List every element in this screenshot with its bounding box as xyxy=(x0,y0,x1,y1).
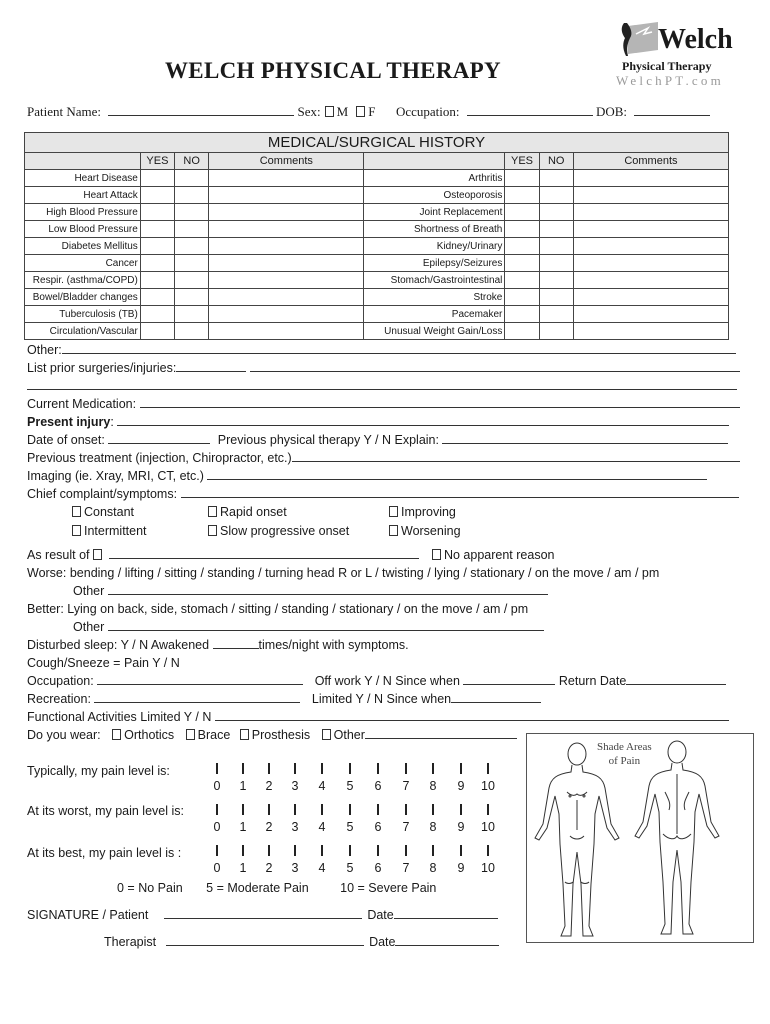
off-work-since-field[interactable] xyxy=(463,674,555,685)
condition-right: Unusual Weight Gain/Loss xyxy=(364,323,505,340)
dob-label: DOB: xyxy=(595,104,628,119)
patient-date-label: Date xyxy=(367,908,394,922)
col-comments-right: Comments xyxy=(573,153,728,170)
brace-label: Brace xyxy=(197,728,231,742)
limited-since-field[interactable] xyxy=(451,692,541,703)
return-date-label: Return Date xyxy=(558,674,627,688)
chief-complaint-label: Chief complaint/symptoms: xyxy=(27,487,178,501)
date-of-onset-field[interactable] xyxy=(108,433,210,444)
comments-left-cell[interactable] xyxy=(209,323,364,340)
therapist-signature-line xyxy=(104,935,499,949)
sex-label: Sex: xyxy=(297,104,321,119)
slow-onset-label: Slow progressive onset xyxy=(220,524,350,538)
comments-right-cell[interactable] xyxy=(573,306,728,323)
logo-name: Welch xyxy=(658,24,733,55)
imaging-field[interactable] xyxy=(207,469,707,480)
pain-legend xyxy=(117,881,436,895)
therapist-date-field[interactable] xyxy=(395,935,499,946)
slow-onset-option[interactable] xyxy=(208,524,349,538)
orthotics-label: Orthotics xyxy=(124,728,175,742)
no-left-cell[interactable] xyxy=(175,272,209,289)
pain-number: 2 xyxy=(265,779,273,793)
intermittent-checkbox[interactable] xyxy=(72,525,81,536)
pain-tick[interactable] xyxy=(475,804,501,815)
yes-left-cell[interactable] xyxy=(140,187,174,204)
pain-number: 7 xyxy=(402,861,410,875)
current-medication-field[interactable] xyxy=(140,397,740,408)
pain-number: 9 xyxy=(457,779,465,793)
comments-left-cell[interactable] xyxy=(209,272,364,289)
comments-left-cell[interactable] xyxy=(209,221,364,238)
medical-history-table xyxy=(24,132,729,340)
as-result-field[interactable] xyxy=(109,548,419,559)
legend-moderate-pain: 5 = Moderate Pain xyxy=(206,881,309,895)
pain-number: 3 xyxy=(291,861,299,875)
functional-label: Functional Activities Limited Y / N xyxy=(27,710,212,724)
no-right-cell[interactable] xyxy=(539,306,573,323)
comments-left-cell[interactable] xyxy=(209,187,364,204)
no-apparent-reason-checkbox[interactable] xyxy=(432,549,441,560)
therapist-signature-field[interactable] xyxy=(166,935,364,946)
no-right-cell[interactable] xyxy=(539,255,573,272)
condition-right: Kidney/Urinary xyxy=(364,238,505,255)
pain-tick[interactable] xyxy=(448,763,474,774)
pain-number: 2 xyxy=(265,861,273,875)
pain-tick[interactable] xyxy=(448,845,474,856)
times-night-label: times/night with symptoms. xyxy=(258,638,409,652)
condition-left: Heart Attack xyxy=(25,187,141,204)
history-row xyxy=(25,187,729,204)
occupation-field[interactable] xyxy=(467,105,593,116)
pain-number: 3 xyxy=(291,779,299,793)
previous-pt-label: Previous physical therapy Y / N Explain: xyxy=(217,433,439,447)
sex-f-checkbox[interactable] xyxy=(356,106,365,117)
occupation-line xyxy=(27,674,726,688)
pain-number: 0 xyxy=(213,820,221,834)
therapist-date-label: Date xyxy=(369,935,396,949)
constant-label: Constant xyxy=(84,505,135,519)
yes-right-cell[interactable] xyxy=(505,306,539,323)
prior-surgeries-line xyxy=(27,361,740,375)
no-right-cell[interactable] xyxy=(539,238,573,255)
worsening-label: Worsening xyxy=(401,524,461,538)
worse-line: Worse: bending / lifting / sitting / standing / turning head R or L / twisting / lying / stationary / on the move / am / pm xyxy=(27,566,660,580)
present-injury-label: Present injury xyxy=(27,415,111,429)
intermittent-option[interactable] xyxy=(72,524,147,538)
history-row xyxy=(25,289,729,306)
yes-left-cell[interactable] xyxy=(140,289,174,306)
imaging-line xyxy=(27,469,707,483)
disturbed-sleep-line xyxy=(27,638,409,652)
pain-tick[interactable] xyxy=(337,763,363,774)
prior-surgeries-field-2[interactable] xyxy=(250,361,740,372)
no-right-cell[interactable] xyxy=(539,272,573,289)
history-title: MEDICAL/SURGICAL HISTORY xyxy=(25,133,729,153)
do-you-wear-line xyxy=(27,728,517,742)
off-work-label: Off work Y / N Since when xyxy=(314,674,460,688)
prosthesis-label: Prosthesis xyxy=(251,728,311,742)
condition-left: High Blood Pressure xyxy=(25,204,141,221)
pain-tick[interactable] xyxy=(420,845,446,856)
dob-field[interactable] xyxy=(634,105,710,116)
brace-checkbox[interactable] xyxy=(186,729,195,740)
orthotics-checkbox[interactable] xyxy=(112,729,121,740)
col-no-right: NO xyxy=(539,153,573,170)
yes-left-cell[interactable] xyxy=(140,170,174,187)
pain-number: 8 xyxy=(429,820,437,834)
yes-right-cell[interactable] xyxy=(505,323,539,340)
history-row xyxy=(25,238,729,255)
condition-left: Bowel/Bladder changes xyxy=(25,289,141,306)
improving-checkbox[interactable] xyxy=(389,506,398,517)
col-no-left: NO xyxy=(175,153,209,170)
no-right-cell[interactable] xyxy=(539,221,573,238)
comments-left-cell[interactable] xyxy=(209,204,364,221)
pain-tick[interactable] xyxy=(365,763,391,774)
condition-left: Respir. (asthma/COPD) xyxy=(25,272,141,289)
comments-left-cell[interactable] xyxy=(209,255,364,272)
return-date-field[interactable] xyxy=(626,674,726,685)
rapid-onset-checkbox[interactable] xyxy=(208,506,217,517)
pain-number: 7 xyxy=(402,820,410,834)
patient-signature-label: SIGNATURE / Patient xyxy=(27,908,149,922)
pain-tick[interactable] xyxy=(256,763,282,774)
no-left-cell[interactable] xyxy=(175,170,209,187)
legend-severe-pain: 10 = Severe Pain xyxy=(340,881,437,895)
yes-left-cell[interactable] xyxy=(140,255,174,272)
no-left-cell[interactable] xyxy=(175,187,209,204)
worse-other-label: Other xyxy=(73,584,105,598)
awakened-times-field[interactable] xyxy=(213,638,259,649)
pain-number: 6 xyxy=(374,820,382,834)
occupation-label: Occupation: xyxy=(395,104,460,119)
cough-line: Cough/Sneeze = Pain Y / N xyxy=(27,656,180,670)
patient-signature-field[interactable] xyxy=(164,908,362,919)
history-row xyxy=(25,323,729,340)
constant-checkbox[interactable] xyxy=(72,506,81,517)
no-left-cell[interactable] xyxy=(175,204,209,221)
chief-complaint-field[interactable] xyxy=(181,487,739,498)
comments-right-cell[interactable] xyxy=(573,272,728,289)
pain-tick[interactable] xyxy=(230,763,256,774)
pain-tick[interactable] xyxy=(393,845,419,856)
pain-number: 6 xyxy=(374,779,382,793)
sex-m-checkbox[interactable] xyxy=(325,106,334,117)
pain-tick[interactable] xyxy=(256,804,282,815)
previous-treatment-line xyxy=(27,451,740,465)
comments-right-cell[interactable] xyxy=(573,323,728,340)
pain-tick[interactable] xyxy=(365,845,391,856)
as-result-checkbox[interactable] xyxy=(93,549,102,560)
no-left-cell[interactable] xyxy=(175,289,209,306)
other-field[interactable] xyxy=(62,343,736,354)
pain-tick[interactable] xyxy=(393,763,419,774)
pain-number: 9 xyxy=(457,861,465,875)
comments-left-cell[interactable] xyxy=(209,170,364,187)
condition-left: Tuberculosis (TB) xyxy=(25,306,141,323)
previous-pt-explain-field[interactable] xyxy=(442,433,728,444)
sex-f-label: F xyxy=(368,104,376,119)
better-other-field[interactable] xyxy=(108,620,544,631)
condition-right: Joint Replacement xyxy=(364,204,505,221)
pain-number: 9 xyxy=(457,820,465,834)
pain-number: 1 xyxy=(239,861,247,875)
condition-left: Circulation/Vascular xyxy=(25,323,141,340)
pain-number: 6 xyxy=(374,861,382,875)
pain-tick[interactable] xyxy=(282,804,308,815)
pain-tick[interactable] xyxy=(204,763,230,774)
condition-right: Epilepsy/Seizures xyxy=(364,255,505,272)
prior-surgeries-field-1[interactable] xyxy=(176,361,246,372)
logo-emblem-icon xyxy=(614,20,658,60)
sex-m-label: M xyxy=(336,104,349,119)
other-label: Other: xyxy=(27,343,62,357)
pain-tick[interactable] xyxy=(475,763,501,774)
body-pain-diagram[interactable] xyxy=(526,733,754,943)
pain-number: 0 xyxy=(213,779,221,793)
recreation-field[interactable] xyxy=(94,692,300,703)
welch-logo xyxy=(612,18,752,90)
yes-left-cell[interactable] xyxy=(140,204,174,221)
pain-number: 3 xyxy=(291,820,299,834)
form-title: WELCH PHYSICAL THERAPY xyxy=(165,58,501,83)
current-medication-line xyxy=(27,397,740,411)
chief-complaint-line xyxy=(27,487,739,501)
improving-label: Improving xyxy=(401,505,456,519)
rapid-onset-label: Rapid onset xyxy=(220,505,287,519)
prosthesis-checkbox[interactable] xyxy=(240,729,249,740)
no-apparent-reason-label: No apparent reason xyxy=(443,548,555,562)
yes-right-cell[interactable] xyxy=(505,204,539,221)
previous-treatment-label: Previous treatment (injection, Chiropractor, etc.) xyxy=(27,451,292,465)
shade-label-line-2: of Pain xyxy=(608,755,641,767)
pain-number: 0 xyxy=(213,861,221,875)
yes-left-cell[interactable] xyxy=(140,306,174,323)
patient-name-field[interactable] xyxy=(108,105,294,116)
worse-other-line xyxy=(73,584,548,598)
col-condition-right xyxy=(364,153,505,170)
pain-number: 4 xyxy=(318,779,326,793)
no-left-cell[interactable] xyxy=(175,255,209,272)
no-left-cell[interactable] xyxy=(175,238,209,255)
pain-tick[interactable] xyxy=(204,804,230,815)
no-left-cell[interactable] xyxy=(175,221,209,238)
comments-right-cell[interactable] xyxy=(573,221,728,238)
pain-number: 1 xyxy=(239,779,247,793)
comments-right-cell[interactable] xyxy=(573,187,728,204)
history-row xyxy=(25,306,729,323)
as-result-label: As result of xyxy=(27,548,90,562)
yes-right-cell[interactable] xyxy=(505,238,539,255)
pain-tick[interactable] xyxy=(393,804,419,815)
pain-tick[interactable] xyxy=(256,845,282,856)
pain-number: 8 xyxy=(429,861,437,875)
pain-number: 10 xyxy=(481,779,495,793)
pain-number: 1 xyxy=(239,820,247,834)
pain-number: 2 xyxy=(265,820,273,834)
comments-right-cell[interactable] xyxy=(573,255,728,272)
yes-right-cell[interactable] xyxy=(505,221,539,238)
comments-left-cell[interactable] xyxy=(209,289,364,306)
pain-tick[interactable] xyxy=(309,763,335,774)
other-line xyxy=(27,343,736,357)
better-line: Better: Lying on back, side, stomach / sitting / standing / stationary / on the move / am / pm xyxy=(27,602,529,616)
col-comments-left: Comments xyxy=(209,153,364,170)
comments-right-cell[interactable] xyxy=(573,170,728,187)
col-yes-left: YES xyxy=(140,153,174,170)
pain-tick[interactable] xyxy=(282,845,308,856)
condition-left: Diabetes Mellitus xyxy=(25,238,141,255)
prior-surgeries-label: List prior surgeries/injuries: xyxy=(27,361,177,375)
yes-left-cell[interactable] xyxy=(140,272,174,289)
imaging-label: Imaging (ie. Xray, MRI, CT, etc.) xyxy=(27,469,204,483)
pain-number: 5 xyxy=(346,820,354,834)
condition-left: Low Blood Pressure xyxy=(25,221,141,238)
condition-left: Cancer xyxy=(25,255,141,272)
functional-line xyxy=(27,710,729,724)
patient-name-label: Patient Name: xyxy=(27,104,102,119)
shade-areas-label xyxy=(597,740,652,768)
worse-other-field[interactable] xyxy=(108,584,548,595)
pain-tick[interactable] xyxy=(309,845,335,856)
present-injury-colon: : xyxy=(110,415,114,429)
pain-number: 7 xyxy=(402,779,410,793)
constant-option[interactable] xyxy=(72,505,134,519)
condition-right: Pacemaker xyxy=(364,306,505,323)
condition-right: Arthritis xyxy=(364,170,505,187)
better-other-label: Other xyxy=(73,620,105,634)
history-row xyxy=(25,255,729,272)
wear-other-label: Other xyxy=(333,728,365,742)
better-other-line xyxy=(73,620,544,634)
no-left-cell[interactable] xyxy=(175,323,209,340)
condition-right: Shortness of Breath xyxy=(364,221,505,238)
best-pain-label: At its best, my pain level is : xyxy=(27,846,182,860)
date-of-onset-label: Date of onset: xyxy=(27,433,105,447)
comments-right-cell[interactable] xyxy=(573,289,728,306)
as-result-line xyxy=(27,548,554,562)
pain-tick[interactable] xyxy=(420,763,446,774)
pain-number: 4 xyxy=(318,861,326,875)
pain-tick[interactable] xyxy=(337,845,363,856)
history-row xyxy=(25,204,729,221)
legend-no-pain: 0 = No Pain xyxy=(117,881,183,895)
logo-subtitle: Physical Therapy xyxy=(622,59,712,73)
yes-left-cell[interactable] xyxy=(140,238,174,255)
pain-number: 5 xyxy=(346,779,354,793)
typical-pain-label: Typically, my pain level is: xyxy=(27,764,170,778)
pain-number: 8 xyxy=(429,779,437,793)
condition-right: Stroke xyxy=(364,289,505,306)
yes-right-cell[interactable] xyxy=(505,255,539,272)
pain-number: 5 xyxy=(346,861,354,875)
occupation-form-field[interactable] xyxy=(97,674,303,685)
condition-left: Heart Disease xyxy=(25,170,141,187)
yes-right-cell[interactable] xyxy=(505,187,539,204)
pain-number: 10 xyxy=(481,861,495,875)
disturbed-sleep-label: Disturbed sleep: Y / N Awakened xyxy=(27,638,210,652)
slow-onset-checkbox[interactable] xyxy=(208,525,217,536)
pain-tick[interactable] xyxy=(448,804,474,815)
yes-right-cell[interactable] xyxy=(505,170,539,187)
recreation-line xyxy=(27,692,541,706)
pain-tick[interactable] xyxy=(230,804,256,815)
improving-option[interactable] xyxy=(389,505,456,519)
no-left-cell[interactable] xyxy=(175,306,209,323)
patient-date-field[interactable] xyxy=(394,908,498,919)
comments-right-cell[interactable] xyxy=(573,238,728,255)
yes-right-cell[interactable] xyxy=(505,272,539,289)
date-of-onset-line xyxy=(27,433,728,447)
previous-treatment-field[interactable] xyxy=(292,451,740,462)
present-injury-field[interactable] xyxy=(117,415,729,426)
occupation-form-label: Occupation: xyxy=(27,674,94,688)
yes-right-cell[interactable] xyxy=(505,289,539,306)
do-you-wear-label: Do you wear: xyxy=(27,728,101,742)
worsening-checkbox[interactable] xyxy=(389,525,398,536)
pain-tick[interactable] xyxy=(282,763,308,774)
no-right-cell[interactable] xyxy=(539,170,573,187)
condition-right: Stomach/Gastrointestinal xyxy=(364,272,505,289)
rapid-onset-option[interactable] xyxy=(208,505,287,519)
patient-info-line xyxy=(27,104,710,120)
pain-number: 4 xyxy=(318,820,326,834)
pain-tick[interactable] xyxy=(230,845,256,856)
present-injury-line xyxy=(27,415,729,429)
wear-other-checkbox[interactable] xyxy=(322,729,331,740)
recreation-label: Recreation: xyxy=(27,692,91,706)
worsening-option[interactable] xyxy=(389,524,461,538)
no-right-cell[interactable] xyxy=(539,289,573,306)
patient-signature-line xyxy=(27,908,498,922)
therapist-signature-label: Therapist xyxy=(104,935,157,949)
worst-pain-label: At its worst, my pain level is: xyxy=(27,804,184,818)
limited-label: Limited Y / N Since when xyxy=(311,692,452,706)
col-condition-left xyxy=(25,153,141,170)
shade-label-line-1: Shade Areas xyxy=(597,741,652,753)
condition-right: Osteoporosis xyxy=(364,187,505,204)
history-row xyxy=(25,272,729,289)
yes-left-cell[interactable] xyxy=(140,323,174,340)
no-right-cell[interactable] xyxy=(539,323,573,340)
logo-website: WelchPT.com xyxy=(616,73,724,88)
prior-surgeries-field-3[interactable] xyxy=(27,379,737,390)
comments-left-cell[interactable] xyxy=(209,306,364,323)
history-row xyxy=(25,221,729,238)
pain-number: 10 xyxy=(481,820,495,834)
col-yes-right: YES xyxy=(505,153,539,170)
comments-left-cell[interactable] xyxy=(209,238,364,255)
pain-tick[interactable] xyxy=(475,845,501,856)
history-rows xyxy=(25,170,729,340)
pain-tick[interactable] xyxy=(309,804,335,815)
pain-tick[interactable] xyxy=(365,804,391,815)
pain-tick[interactable] xyxy=(337,804,363,815)
history-row xyxy=(25,170,729,187)
wear-other-field[interactable] xyxy=(365,728,517,739)
comments-right-cell[interactable] xyxy=(573,204,728,221)
pain-tick[interactable] xyxy=(204,845,230,856)
intermittent-label: Intermittent xyxy=(84,524,147,538)
no-right-cell[interactable] xyxy=(539,187,573,204)
current-medication-label: Current Medication: xyxy=(27,397,137,411)
no-right-cell[interactable] xyxy=(539,204,573,221)
functional-field[interactable] xyxy=(215,710,729,721)
yes-left-cell[interactable] xyxy=(140,221,174,238)
pain-tick[interactable] xyxy=(420,804,446,815)
prior-surgeries-line-2 xyxy=(27,379,737,393)
